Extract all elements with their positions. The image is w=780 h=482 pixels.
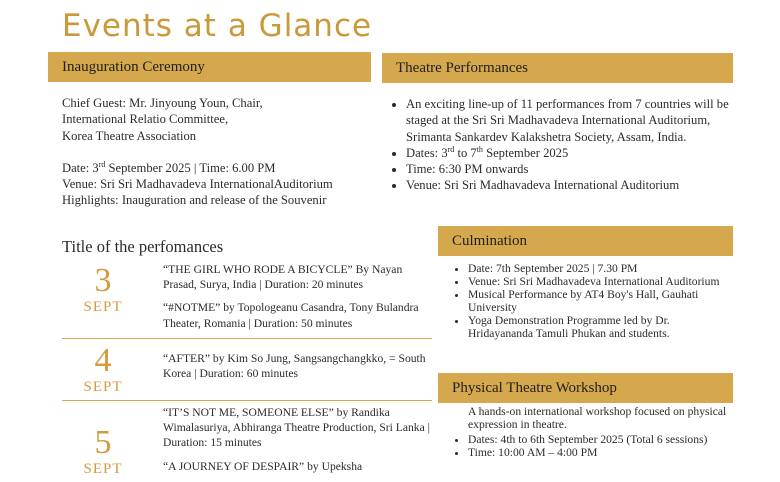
performance-entry: “#NOTME” by Topologeanu Casandra, Tony Bulandra Theater, Romania | Duration: 50 minutes: [163, 301, 419, 330]
performance-group: [163, 351, 431, 389]
performance-entry: “IT’S NOT ME, SOMEONE ELSE” by Randika Wimalasuriya, Abhiranga Theatre Production, Sri Lanka | Duration: 15 minutes: [163, 406, 430, 450]
day-month: SEPT: [83, 461, 123, 477]
inauguration-details: [62, 95, 382, 209]
theatre-venue: • Venue: Sri Sri Madhavadeva International Auditorium: [406, 177, 734, 193]
day-number: 4: [94, 342, 112, 379]
day-marker: [62, 343, 144, 395]
day-number: 5: [94, 424, 112, 461]
inauguration-venue: Venue: Sri Sri Madhavadeva InternationalAuditorium: [62, 177, 333, 192]
performance-entry: “AFTER” by Kim So Jung, Sangsangchangkko, = South Korea | Duration: 60 minutes: [163, 352, 426, 381]
inauguration-heading: Inauguration Ceremony: [48, 52, 371, 82]
performance-group: [163, 405, 431, 482]
divider: [62, 338, 432, 339]
inauguration-highlights: Highlights: Inauguration and release of the Souvenir: [62, 193, 327, 208]
day-month: SEPT: [83, 299, 123, 315]
chief-guest-line: Chief Guest: Mr. Jinyoung Youn, Chair,: [62, 96, 263, 110]
performances-heading: Title of the perfomances: [62, 237, 224, 256]
inauguration-date: Date: 3rd September 2025 | Time: 6.00 PM: [62, 159, 276, 175]
theatre-details: [389, 96, 734, 194]
day-marker: [62, 263, 144, 315]
day-number: 3: [94, 262, 112, 299]
culmination-item: • Musical Performance by AT4 Boy's Hall, Gauhati University: [468, 288, 733, 314]
culmination-heading: Culmination: [438, 226, 733, 256]
performance-entry: “THE GIRL WHO RODE A BICYCLE” By Nayan Prasad, Surya, India | Duration: 20 minutes: [163, 263, 403, 292]
day-marker: [62, 425, 144, 477]
workshop-intro: A hands-on international workshop focused on physical expression in theatre.: [468, 405, 727, 431]
culmination-item: • Venue: Sri Sri Madhavadeva International Auditorium: [468, 275, 733, 288]
theatre-time: • Time: 6:30 PM onwards: [406, 161, 734, 177]
theatre-dates: • Dates: 3rd to 7th September 2025: [406, 145, 734, 161]
theatre-item: • An exciting line-up of 11 performances from 7 countries will be staged at the Sri Sri Madhavadeva International Auditorium, Srimanta Sankardev Kalakshetra Society, Assam, India.: [406, 96, 734, 145]
theatre-heading: Theatre Performances: [382, 53, 733, 83]
workshop-item: • Time: 10:00 AM – 4:00 PM: [468, 446, 736, 459]
performance-entry: “A JOURNEY OF DESPAIR” by Upeksha: [163, 459, 363, 473]
performance-group: [163, 262, 431, 339]
workshop-heading: Physical Theatre Workshop: [438, 373, 733, 403]
chief-guest-line: International Relatio Committee,: [62, 112, 229, 127]
culmination-item: • Yoga Demonstration Programme led by Dr. Hridayananda Tamuli Phukan and students.: [468, 314, 733, 340]
divider: [62, 400, 432, 401]
chief-guest-line: Korea Theatre Association: [62, 128, 197, 143]
workshop-item: • Dates: 4th to 6th September 2025 (Total 6 sessions): [468, 433, 736, 446]
workshop-details: [451, 405, 736, 459]
culmination-item: • Date: 7th September 2025 | 7.30 PM: [468, 262, 733, 275]
page-title: Events at a Glance: [62, 8, 373, 44]
day-month: SEPT: [83, 379, 123, 395]
culmination-details: [451, 262, 733, 340]
